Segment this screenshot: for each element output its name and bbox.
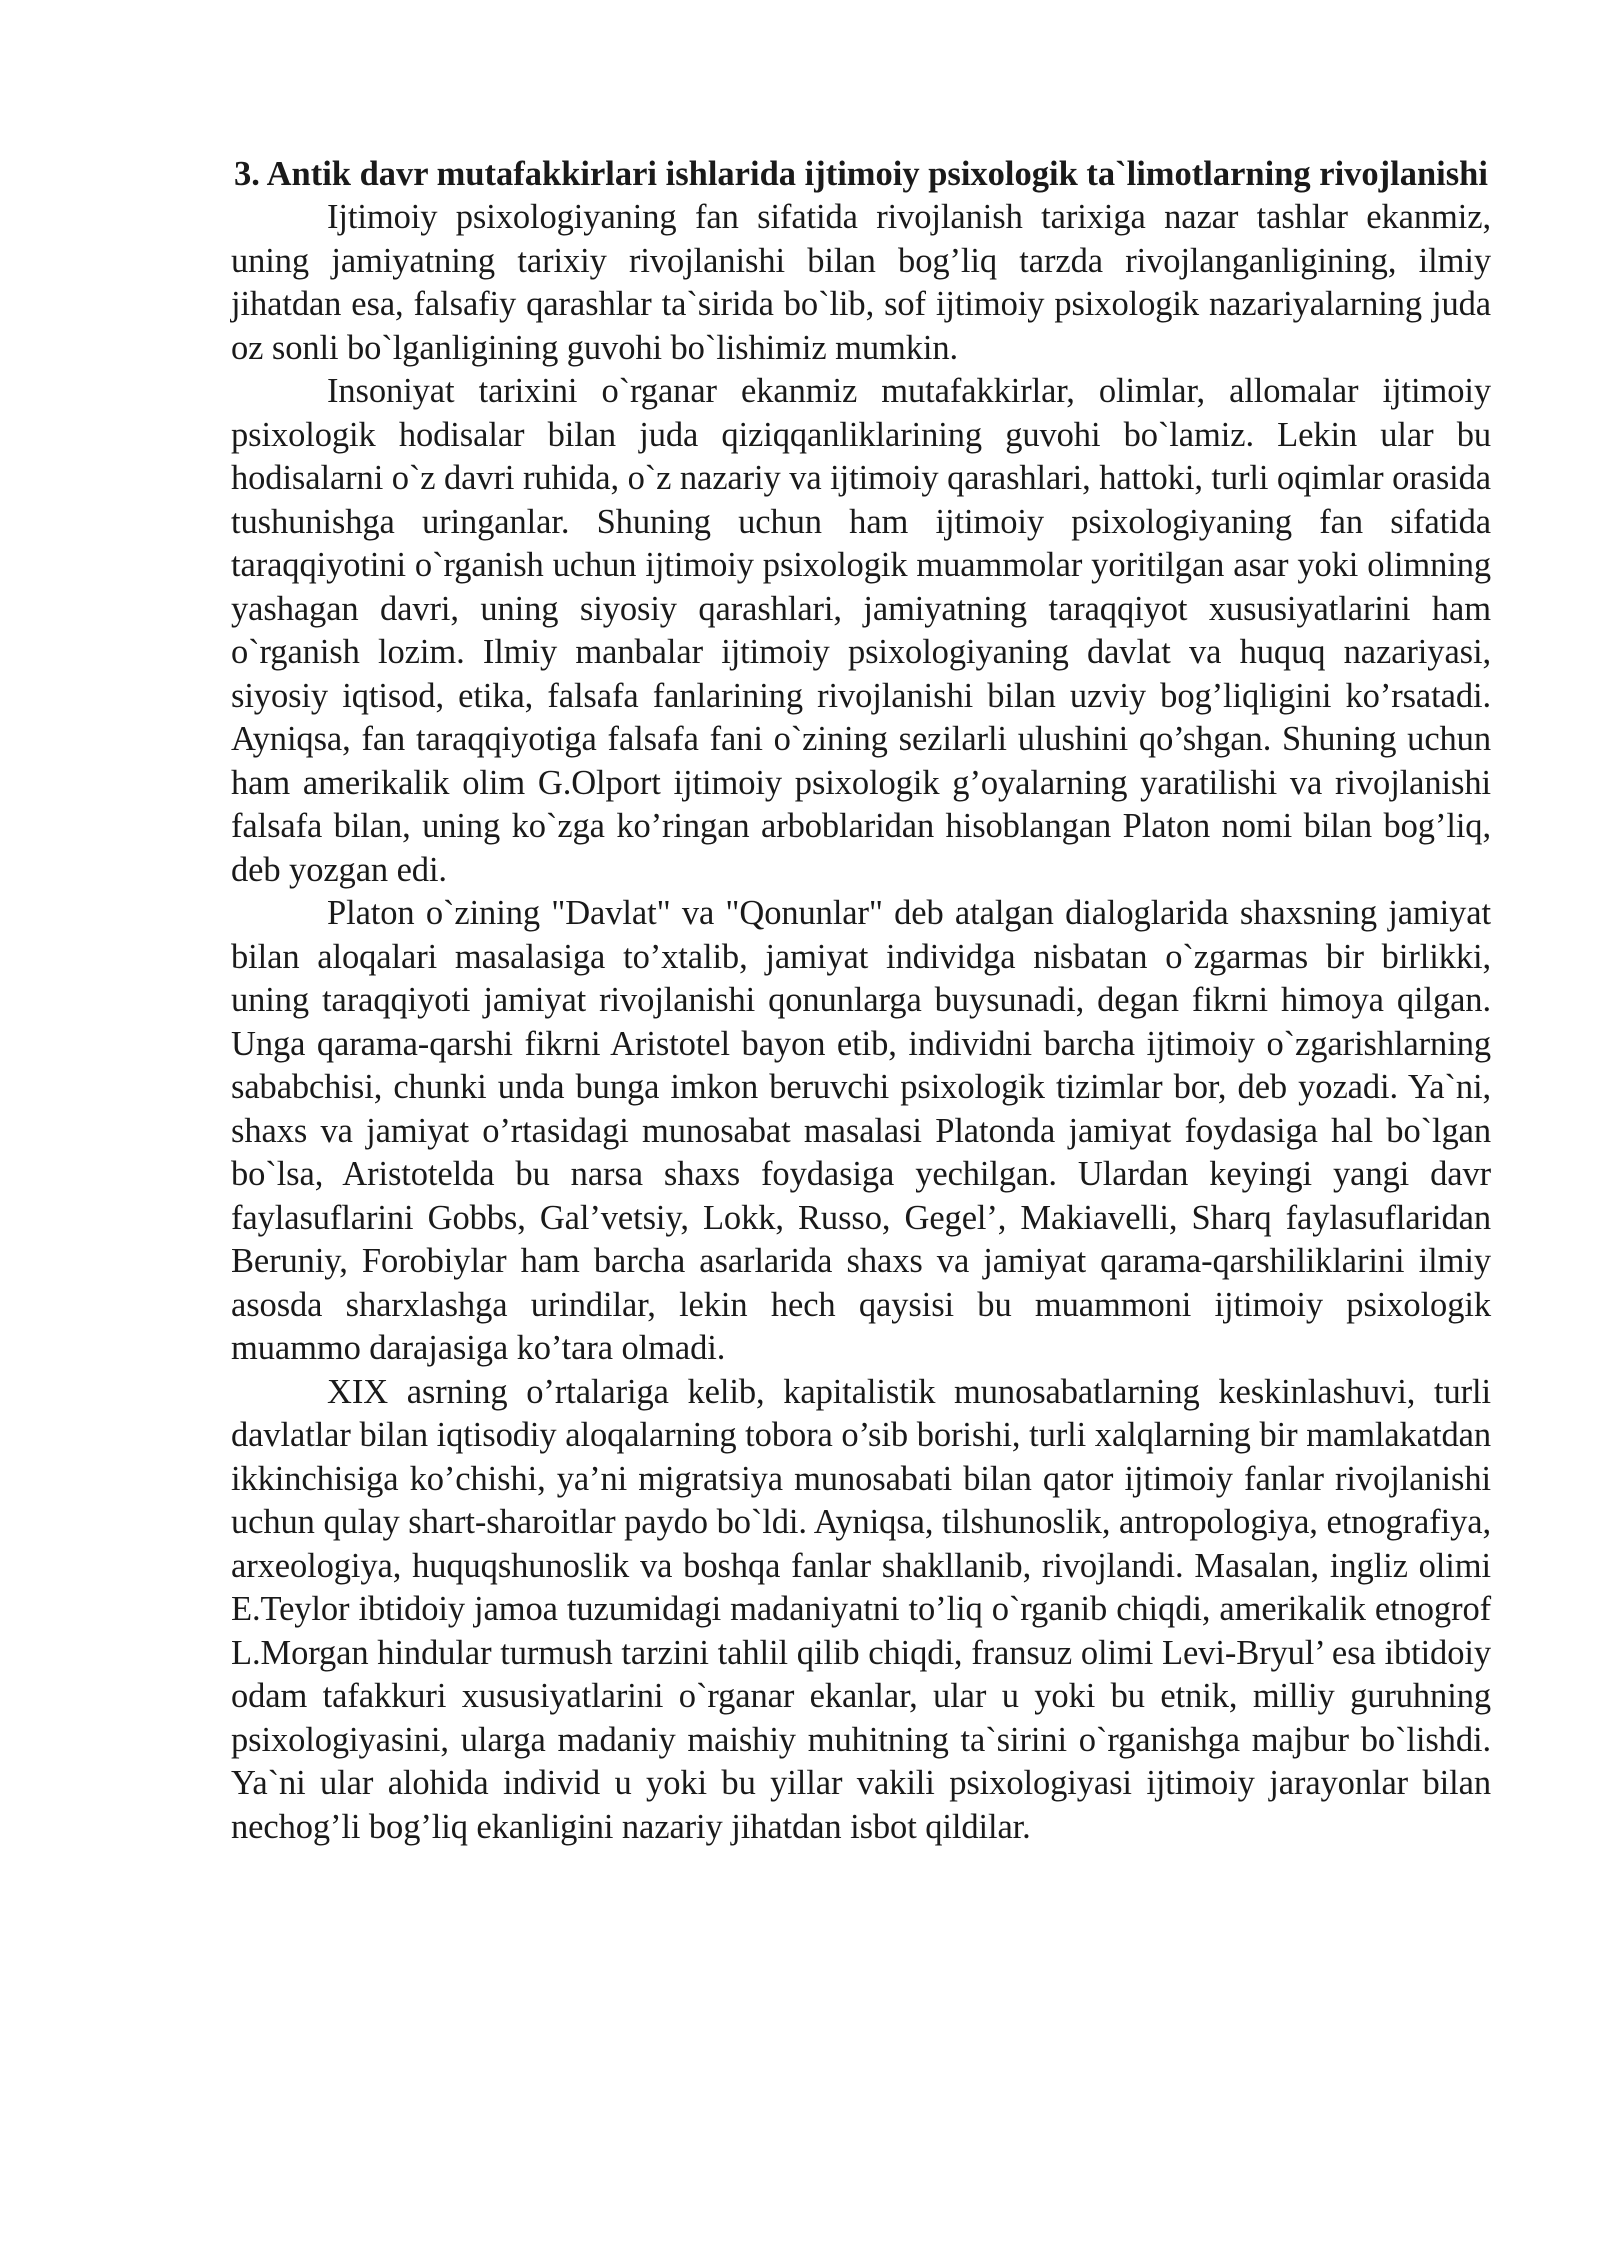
paragraph: Ijtimoiy psixologiyaning fan sifatida rivojlanish tarixiga nazar tashlar ekanmiz, uning jamiyatning tarixiy rivojlanishi bilan bog’liq tarzda rivojlanganligining, ilmiy jihatdan esa, falsafiy qarashlar ta`sirida bo`lib, sof ijtimoiy psixologik nazariyalarning juda oz sonli bo`lganligining guvohi bo`lishimiz mumkin. [231,198,1491,367]
section-heading: 3. Antik davr mutafakkirlari ishlarida ijtimoiy psixologik ta`limotlarning rivojlanishi [234,155,1488,193]
paragraph: XIX asrning o’rtalariga kelib, kapitalistik munosabatlarning keskinlashuvi, turli davlatlar bilan iqtisodiy aloqalarning tobora o’sib borishi, turli xalqlarning bir mamlakatdan ikkinchisiga ko’chishi, ya’ni migratsiya munosabati bilan qator ijtimoiy fanlar rivojlanishi uchun qulay shart-sharoitlar paydo bo`ldi. Ayniqsa, tilshunoslik, antropologiya, etnografiya, arxeologiya, huquqshunoslik va boshqa fanlar shakllanib, rivojlandi. Masalan, ingliz olimi E.Teylor ibtidoiy jamoa tuzumidagi madaniyatni to’liq o`rganib chiqdi, amerikalik etnogrof L.Morgan hindular turmush tarzini tahlil qilib chiqdi, fransuz olimi Levi-Bryul’ esa ibtidoiy odam tafakkuri xususiyatlarini o`rganar ekanlar, ular u yoki bu etnik, milliy guruhning psixologiyasini, ularga madaniy maishiy muhitning ta`sirini o`rganishga majbur bo`lishdi. Ya`ni ular alohida individ u yoki bu yillar vakili psixologiyasi ijtimoiy jarayonlar bilan nechog’li bog’liq ekanligini nazariy jihatdan isbot qildilar. [231,1372,1491,1846]
paragraph: Insoniyat tarixini o`rganar ekanmiz mutafakkirlar, olimlar, allomalar ijtimoiy psixologik hodisalar bilan juda qiziqqanliklarining guvohi bo`lamiz. Lekin ular bu hodisalarni o`z davri ruhida, o`z nazariy va ijtimoiy qarashlari, hattoki, turli oqimlar orasida tushunishga uringanlar. Shuning uchun ham ijtimoiy psixologiyaning fan sifatida taraqqiyotini o`rganish uchun ijtimoiy psixologik muammolar yoritilgan asar yoki olimning yashagan davri, uning siyosiy qarashlari, jamiyatning taraqqiyot xususiyatlarini ham o`rganish lozim. Ilmiy manbalar ijtimoiy psixologiyaning davlat va huquq nazariyasi, siyosiy iqtisod, etika, falsafa fanlarining rivojlanishi bilan uzviy bog’liqligini ko’rsatadi. Ayniqsa, fan taraqqiyotiga falsafa fani o`zining sezilarli ulushini qo’shgan. Shuning uchun ham amerikalik olim G.Olport ijtimoiy psixologik g’oyalarning yaratilishi va rivojlanishi falsafa bilan, uning ko`zga ko’ringan arboblaridan hisoblangan Platon nomi bilan bog’liq, deb yozgan edi. [231,372,1491,889]
paragraph: Platon o`zining "Davlat" va "Qonunlar" deb atalgan dialoglarida shaxsning jamiyat bilan aloqalari masalasiga to’xtalib, jamiyat individga nisbatan o`zgarmas bir birlikki, uning taraqqiyoti jamiyat rivojlanishi qonunlarga buysunadi, degan fikrni himoya qilgan. Unga qarama-qarshi fikrni Aristotel bayon etib, individni barcha ijtimoiy o`zgarishlarning sababchisi, chunki unda bunga imkon beruvchi psixologik tizimlar bor, deb yozadi. Ya`ni, shaxs va jamiyat o’rtasidagi munosabat masalasi Platonda jamiyat foydasiga hal bo`lgan bo`lsa, Aristotelda bu narsa shaxs foydasiga yechilgan. Ulardan keyingi yangi davr faylasuflarini Gobbs, Gal’vetsiy, Lokk, Russo, Gegel’, Makiavelli, Sharq faylasuflaridan Beruniy, Forobiylar ham barcha asarlarida shaxs va jamiyat qarama-qarshiliklarini ilmiy asosda sharxlashga urindilar, lekin hech qaysisi bu muammoni ijtimoiy psixologik muammo darajasiga ko’tara olmadi. [231,894,1491,1367]
document-body [231,152,1491,1849]
